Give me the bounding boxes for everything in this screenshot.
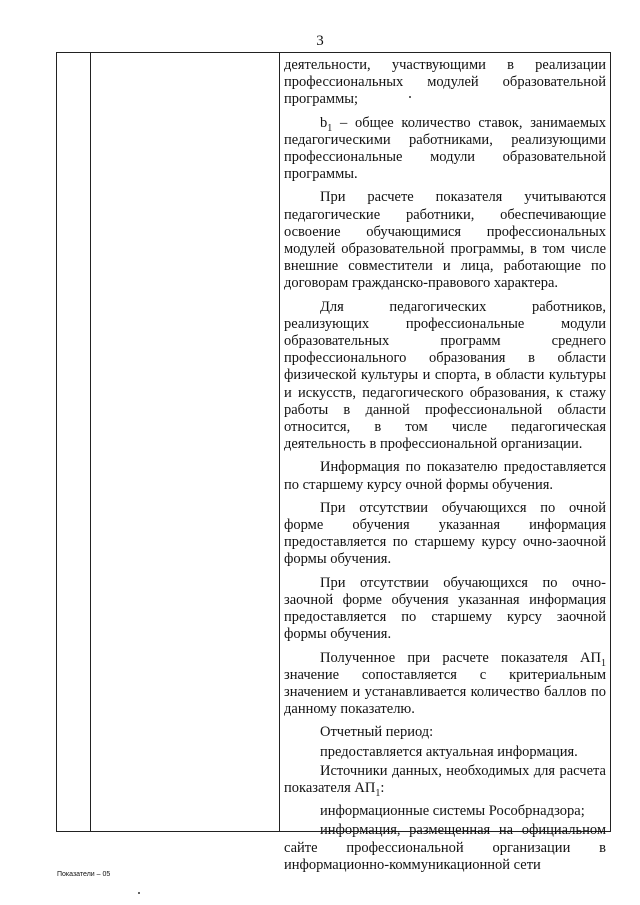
paragraph-criteria (284, 650, 606, 719)
sources-subscript: 1 (375, 787, 381, 799)
paragraph-sources (284, 763, 606, 797)
source-item-rosobrnadzor: информационные системы Рособрнадзора; (320, 803, 585, 820)
table-column-number (57, 53, 91, 831)
paragraph-full-time: Информация по показателю предоставляется по старшему курсу очной формы обучения. (284, 459, 606, 493)
paragraph-continuation: деятельности, участвующими в реализации профессиональных модулей образовательной программы; (284, 57, 606, 108)
paragraph-b1-definition (284, 115, 606, 184)
reporting-period-label: Отчетный период: (320, 724, 434, 741)
definition-text: – общее количество ставок, занимаемых педагогическими работниками, реализующими профессиональные модули образовательной программы. (284, 114, 606, 183)
table-column-description (284, 57, 606, 880)
variable-b: b (320, 114, 328, 131)
footer-label: Показатели – 05 (57, 871, 111, 878)
criteria-text: Полученное при расчете показателя АП (320, 649, 601, 666)
variable-subscript: 1 (327, 122, 333, 134)
source-item-website: информация, размещенная на официальном сайте профессиональной организации в информационно-коммуникационной сети (284, 822, 606, 873)
paragraph-calculation-note: При расчете показателя учитываются педагогические работники, обеспечивающие освоение обучающимися профессиональных модулей образовательной программы, в том числе внешние совместители и лица, работающие по договорам гражданско-правового характера. (284, 189, 606, 292)
scan-speck (138, 892, 140, 894)
sources-colon: : (380, 779, 385, 796)
reporting-period-value: предоставляется актуальная информация. (320, 743, 578, 760)
paragraph-distance: При отсутствии обучающихся по очно-заочной форме обучения указанная информация предоставляется по старшему курсу заочной формы обучения. (284, 574, 606, 643)
page-number: 3 (316, 33, 324, 49)
indicator-subscript: 1 (601, 657, 606, 669)
sources-text: Источники данных, необходимых для расчета показателя АП (284, 762, 606, 796)
paragraph-part-time: При отсутствии обучающихся по очной форме обучения указанная информация предоставляется по старшему курсу очно-заочной формы обучения. (284, 499, 606, 568)
indicator-table (56, 52, 611, 873)
scan-speck (409, 96, 411, 98)
paragraph-experience-note: Для педагогических работников, реализующих профессиональные модули образовательных программ среднего профессионального образования в области физической культуры и спорта, в области культуры и искусств, педагогического образования, к стажу работы в данной профессиональной области относится, в том числе педагогическая деятельность в профессиональной организации. (284, 298, 606, 453)
table-column-indicator (90, 53, 280, 831)
criteria-rest: значение сопоставляется с критериальным значением и устанавливается количество баллов по данному показателю. (284, 666, 606, 718)
